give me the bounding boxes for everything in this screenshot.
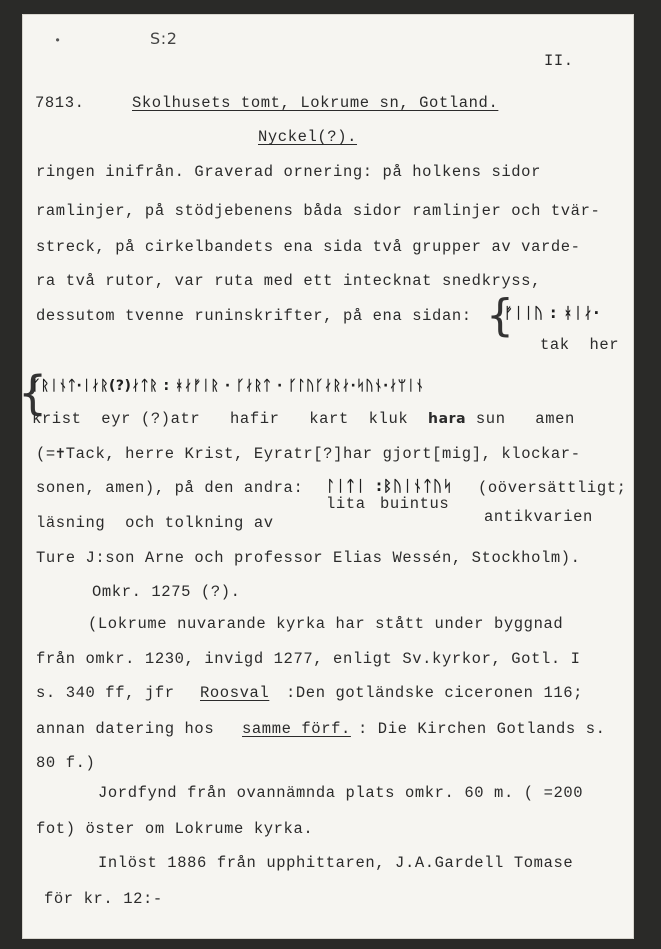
corner-mark: • [54,34,62,48]
author-roosval: Roosval [200,684,270,702]
text-line-16: annan datering hos [36,720,225,738]
rune-inscription-2: ᚴᚱᛁᚾᛏ·ᛁᛅᚱ(?)ᛅᛏᚱ : ᚼᛅᚠᛁᚱ · ᚴᛅᚱᛏ · ᚴᛚᚢᚴᛅᚱᛅ·ᛋᚢᚾ·ᛅᛘᛁᚾ [32,378,425,394]
text-line-9: sonen, amen), på den andra: [36,479,304,497]
text-line-15-end: :Den gotländske ciceronen 116; [286,684,584,702]
catalog-card [18,14,634,939]
text-line-16-end: : Die Kirchen Gotlands s. [358,720,606,738]
handwritten-shelfmark: S:2 [150,29,178,48]
text-line-8: (=✝Tack, herre Krist, Eyratr[?]har gjort[mig], klockar- [36,445,581,463]
same-author-ref: samme förf. [242,720,351,738]
text-line-19: fot) öster om Lokrume kyrka. [36,820,314,838]
text-line-17: 80 f.) [36,754,96,772]
rune-inscription-4: :ᛒᚢᛁᚾᛏᚢᛋ [376,477,453,495]
text-line-9-end: (oöversättligt; [478,479,627,497]
rune-inscription-3: ᛚᛁᛏᛁ [326,477,367,495]
text-line-2: ramlinjer, på stödjebenens båda sidor ramlinjer och tvär- [36,202,601,220]
text-line-3: streck, på cirkelbandets ena sida två grupper av varde- [36,238,581,256]
text-line-14: från omkr. 1230, invigd 1277, enligt Sv.kyrkor, Gotl. I [36,650,581,668]
object-name: Nyckel(?). [258,128,358,146]
text-line-18: Jordfynd från ovannämnda plats omkr. 60 m. ( =200 [98,784,584,802]
gloss-inscription-2: krist eyr (?)atr hafir kart kluk [32,410,409,428]
text-line-5: dessutom tvenne runinskrifter, på ena sidan: [36,307,472,325]
text-line-11: Ture J:son Arne och professor Elias Wessén, Stockholm). [36,549,581,567]
rune-inscription-1: ᚠᛁᛁᚢ : ᚼᛁᛅ· [504,304,601,322]
entry-title: Skolhusets tomt, Lokrume sn, Gotland. [132,94,499,112]
text-line-4: ra två rutor, var ruta med ett intecknat snedkryss, [36,272,541,290]
gloss-inscription-2-handwritten: hara [428,411,467,427]
brace-first-inscription: { [486,290,514,341]
page-number: II. [544,52,574,70]
text-line-12: Omkr. 1275 (?). [92,583,241,601]
gloss-inscription-1: tak her [540,336,620,354]
gloss-inscription-3: lita [326,495,366,513]
gloss-inscription-4: buintus [380,495,450,513]
text-line-15: s. 340 ff, jfr [36,684,185,702]
text-line-21: för kr. 12:- [44,890,163,908]
brace-second-inscription: { [18,366,48,420]
text-line-10-end: antikvarien [484,508,593,526]
text-line-13: (Lokrume nuvarande kyrka har stått under byggnad [88,615,564,633]
text-line-20: Inlöst 1886 från upphittaren, J.A.Gardell Tomase [98,854,574,872]
gloss-inscription-2-end: sun amen [466,410,575,428]
entry-number: 7813. [35,94,85,112]
text-line-1: ringen inifrån. Graverad ornering: på holkens sidor [36,163,541,181]
text-line-10: läsning och tolkning av [36,514,274,532]
